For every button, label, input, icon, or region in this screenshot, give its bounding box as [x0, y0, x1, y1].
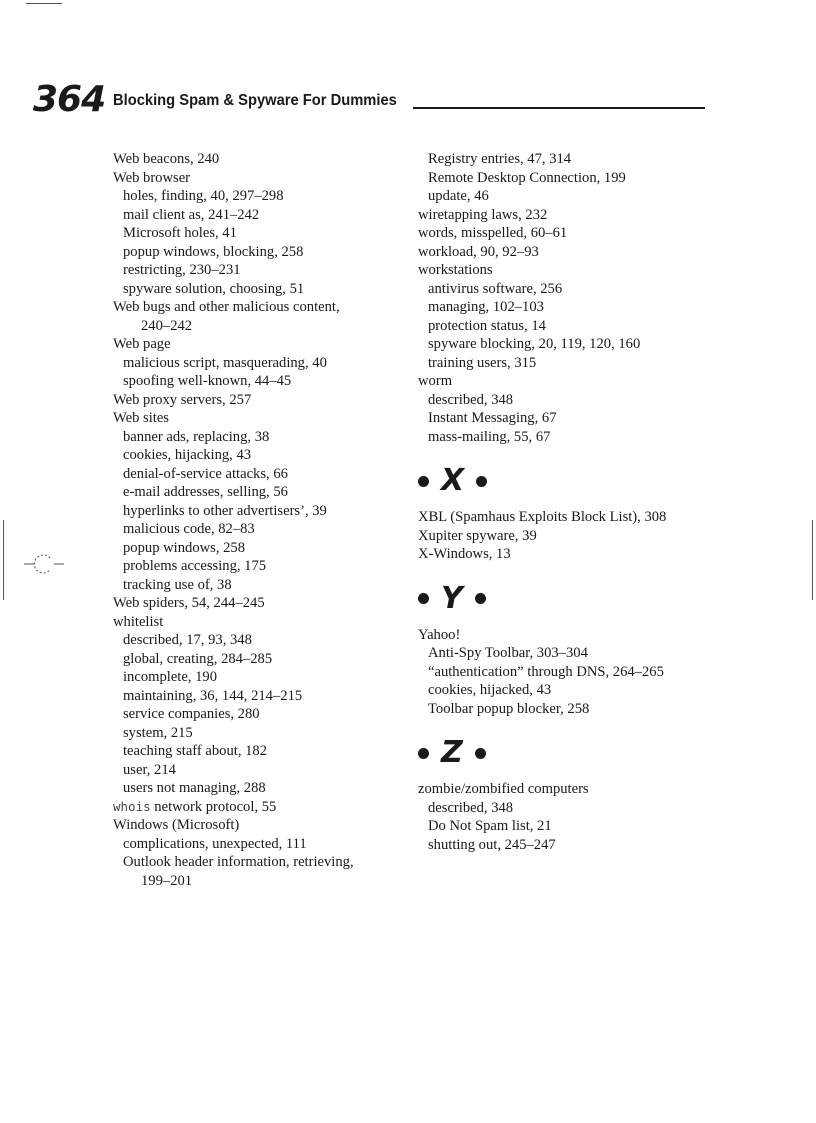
index-subentry: teaching staff about, 182 — [123, 743, 268, 759]
section-z — [418, 726, 718, 854]
index-subentry: malicious script, masquerading, 40 — [123, 354, 327, 371]
bullet-dot-icon — [475, 593, 486, 604]
index-subentry: Registry entries, 47, 314 — [428, 151, 572, 167]
index-subentry: described, 17, 93, 348 — [123, 632, 252, 648]
index-subentry: problems accessing, 175 — [123, 558, 267, 574]
index-subentry: complications, unexpected, 111 — [123, 835, 307, 852]
index-entry: 240–242 — [141, 317, 193, 334]
section-y — [418, 572, 718, 719]
index-subentry: e-mail addresses, selling, 56 — [123, 484, 288, 500]
index-entry: Web page — [113, 336, 171, 352]
section-letter: Y — [441, 580, 463, 616]
crop-mark-right — [812, 520, 813, 600]
index-entry: workload, 90, 92–93 — [418, 243, 539, 260]
index-subentry: global, creating, 284–285 — [123, 650, 273, 667]
index-subentry: tracking use of, 38 — [123, 576, 232, 593]
section-letter-heading — [418, 726, 718, 780]
section-letter: X — [441, 463, 465, 498]
bullet-dot-icon — [418, 476, 429, 487]
letter-sections — [418, 454, 718, 854]
index-subentry: protection status, 14 — [428, 317, 546, 334]
index-entry: workstations — [418, 262, 493, 278]
index-entry: Web spiders, 54, 244–245 — [113, 595, 265, 611]
section-letter-heading — [418, 454, 718, 508]
index-subentry: Instant Messaging, 67 — [428, 410, 557, 426]
index-subentry: holes, finding, 40, 297–298 — [123, 188, 284, 204]
index-subentry: “authentication” through DNS, 264–265 — [428, 663, 664, 680]
index-entry: Xupiter spyware, 39 — [418, 527, 537, 544]
index-subentry: service companies, 280 — [123, 706, 260, 722]
index-subentry: described, 348 — [428, 799, 514, 816]
index-entry: Web bugs and other malicious content, — [113, 299, 340, 315]
index-subentry: Remote Desktop Connection, 199 — [428, 169, 626, 186]
index-column-right — [418, 150, 718, 854]
index-entry-text: network protocol, 55 — [150, 798, 277, 815]
index-entry: wiretapping laws, 232 — [418, 206, 548, 223]
section-letter: Z — [441, 735, 463, 770]
index-subentry: denial-of-service attacks, 66 — [123, 465, 288, 482]
index-subentry: spyware blocking, 20, 119, 120, 160 — [428, 336, 641, 352]
crop-mark-top — [26, 3, 62, 4]
index-subentry: described, 348 — [428, 391, 514, 408]
index-entry: worm — [418, 373, 453, 389]
index-entry: 199–201 — [141, 872, 193, 889]
index-subentry: Do Not Spam list, 21 — [428, 818, 552, 834]
index-subentry: cookies, hijacking, 43 — [123, 447, 252, 463]
section-x — [418, 454, 718, 564]
index-subentry: mass-mailing, 55, 67 — [428, 428, 551, 445]
bullet-dot-icon — [476, 476, 487, 487]
index-subentry: incomplete, 190 — [123, 669, 218, 685]
index-entry: Web sites — [113, 410, 169, 426]
running-head-rule — [413, 107, 705, 109]
index-subentry: managing, 102–103 — [428, 299, 544, 315]
index-subentry: spoofing well-known, 44–45 — [123, 373, 292, 389]
index-subentry: cookies, hijacked, 43 — [428, 682, 552, 698]
index-subentry: restricting, 230–231 — [123, 262, 241, 278]
registration-mark-icon — [24, 553, 64, 575]
page-number: 364 — [33, 79, 106, 120]
index-subentry: hyperlinks to other advertisers’, 39 — [123, 502, 327, 519]
index-subentry: users not managing, 288 — [123, 780, 266, 796]
running-head: Blocking Spam & Spyware For Dummies — [113, 92, 397, 109]
index-subentry: Anti-Spy Toolbar, 303–304 — [428, 645, 588, 661]
index-subentry: malicious code, 82–83 — [123, 521, 255, 537]
index-entry: Yahoo! — [418, 626, 461, 643]
index-entry: Web proxy servers, 257 — [113, 391, 252, 408]
index-entry: words, misspelled, 60–61 — [418, 225, 568, 241]
index-subentry: system, 215 — [123, 724, 193, 741]
index-entry: XBL (Spamhaus Exploits Block List), 308 — [418, 509, 667, 525]
index-entry-code: whois — [113, 798, 151, 814]
index-subentry: Toolbar popup blocker, 258 — [428, 700, 590, 717]
bullet-dot-icon — [418, 593, 429, 604]
index-entry: Web beacons, 240 — [113, 151, 220, 167]
index-subentry: user, 214 — [123, 761, 176, 778]
index-subentry: popup windows, 258 — [123, 539, 246, 556]
index-subentry: update, 46 — [428, 188, 489, 204]
index-entry: whitelist — [113, 613, 164, 630]
index-subentry: mail client as, 241–242 — [123, 206, 260, 223]
index-subentry: Microsoft holes, 41 — [123, 225, 237, 241]
index-subentry: antivirus software, 256 — [428, 280, 563, 297]
crop-mark-left — [3, 520, 4, 600]
section-letter-heading — [418, 572, 718, 626]
index-subentry: banner ads, replacing, 38 — [123, 428, 270, 445]
index-column-left — [113, 150, 403, 890]
index-entry — [113, 798, 403, 817]
index-entry: Web browser — [113, 169, 191, 186]
index-subentry: maintaining, 36, 144, 214–215 — [123, 687, 303, 704]
bullet-dot-icon — [475, 748, 486, 759]
index-subentry: popup windows, blocking, 258 — [123, 243, 304, 260]
index-subentry: Outlook header information, retrieving, — [123, 854, 354, 870]
index-subentry: training users, 315 — [428, 354, 537, 371]
index-entry: zombie/zombified computers — [418, 781, 589, 797]
index-subentry: spyware solution, choosing, 51 — [123, 280, 305, 297]
index-entry: Windows (Microsoft) — [113, 817, 240, 833]
index-entry: X-Windows, 13 — [418, 546, 511, 562]
bullet-dot-icon — [418, 748, 429, 759]
section-w-continued — [418, 150, 718, 446]
index-subentry: shutting out, 245–247 — [428, 836, 556, 853]
